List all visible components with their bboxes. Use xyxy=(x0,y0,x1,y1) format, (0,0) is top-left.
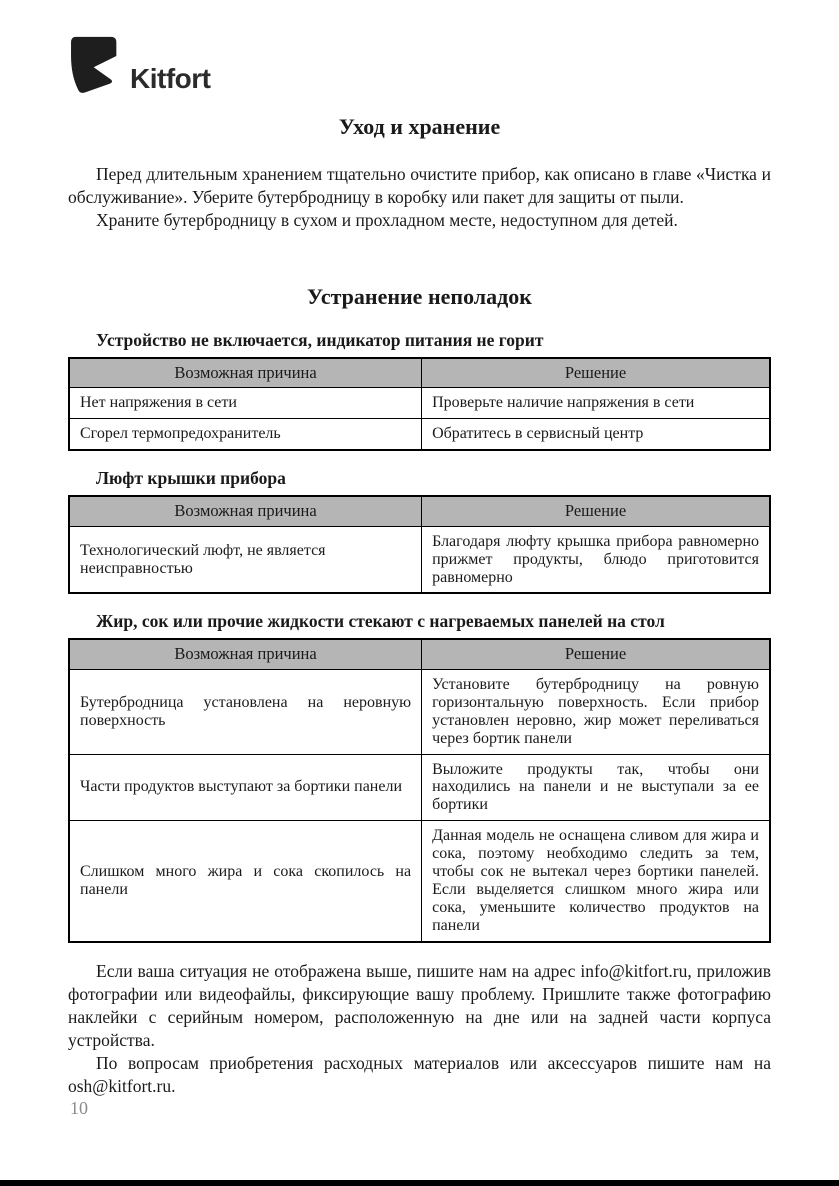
cause-cell: Слишком много жира и сока скопилось на панели xyxy=(69,821,422,942)
solution-cell: Выложите продукты так, чтобы они находились на панели и не выступали за ее бортики xyxy=(422,754,770,821)
solution-cell: Благодаря люфту крышка прибора равномерно прижмет продукты, блюдо приготовится равномерно xyxy=(422,526,770,593)
brand-logo xyxy=(68,36,771,94)
brand-wordmark: Kitfort xyxy=(130,63,211,94)
table-row xyxy=(69,821,770,942)
cause-cell: Бутербродница установлена на неровную поверхность xyxy=(69,669,422,754)
kitfort-logo-icon xyxy=(68,36,123,94)
column-header-cause: Возможная причина xyxy=(69,639,422,669)
column-header-cause: Возможная причина xyxy=(69,496,422,526)
table-row xyxy=(69,669,770,754)
troubleshooting-table-liquids xyxy=(68,638,771,942)
table-header-row xyxy=(69,639,770,669)
column-header-cause: Возможная причина xyxy=(69,358,422,388)
table-header-row xyxy=(69,496,770,526)
table-row xyxy=(69,388,770,419)
column-header-solution: Решение xyxy=(422,358,770,388)
subsection-heading-power: Устройство не включается, индикатор питания не горит xyxy=(96,330,544,350)
table-row xyxy=(69,754,770,821)
cause-cell: Части продуктов выступают за бортики панели xyxy=(69,754,422,821)
table-row xyxy=(69,419,770,450)
troubleshooting-table-power xyxy=(68,357,771,451)
care-paragraph-1: Перед длительным хранением тщательно очистите прибор, как описано в главе «Чистка и обслуживание». Уберите бутербродницу в коробку или пакет для защиты от пыли. xyxy=(68,164,771,207)
page-number: 10 xyxy=(70,1098,88,1118)
column-header-solution: Решение xyxy=(422,496,770,526)
table-row xyxy=(69,526,770,593)
solution-cell: Проверьте наличие напряжения в сети xyxy=(422,388,770,419)
bottom-edge-bar xyxy=(0,1180,839,1186)
cause-cell: Сгорел термопредохранитель xyxy=(69,419,422,450)
subsection-heading-liquids: Жир, сок или прочие жидкости стекают с нагреваемых панелей на стол xyxy=(96,611,665,632)
table-header-row xyxy=(69,358,770,388)
closing-paragraph-2: По вопросам приобретения расходных материалов или аксессуаров пишите нам на osh@kitfort.ru. xyxy=(68,1052,771,1096)
solution-cell: Данная модель не оснащена сливом для жира и сока, поэтому необходимо следить за тем, чтобы сок не вытекал через бортики панелей. Если выделяется слишком много жира или сока, уменьшите количество продуктов на панели xyxy=(422,821,770,942)
solution-cell: Установите бутербродницу на ровную горизонтальную поверхность. Если прибор установлен неровно, жир может переливаться через бортик панели xyxy=(422,669,770,754)
troubleshooting-section-title: Устранение неполадок xyxy=(307,284,532,309)
care-paragraph-2: Храните бутербродницу в сухом и прохладном месте, недоступном для детей. xyxy=(96,210,678,230)
closing-block xyxy=(68,960,771,1098)
troubleshooting-table-lid xyxy=(68,495,771,594)
solution-cell: Обратитесь в сервисный центр xyxy=(422,419,770,450)
care-section-title: Уход и хранение xyxy=(338,114,501,139)
cause-cell: Нет напряжения в сети xyxy=(69,388,422,419)
subsection-heading-lid: Люфт крышки прибора xyxy=(96,468,286,489)
cause-cell: Технологический люфт, не является неисправностью xyxy=(69,526,422,593)
column-header-solution: Решение xyxy=(422,639,770,669)
closing-paragraph-1: Если ваша ситуация не отображена выше, пишите нам на адрес info@kitfort.ru, приложив фотографии или видеофайлы, фиксирующие вашу проблему. Пришлите также фотографию наклейки с серийным номером, расположенную на дне или на задней части корпуса устройства. xyxy=(68,960,771,1050)
